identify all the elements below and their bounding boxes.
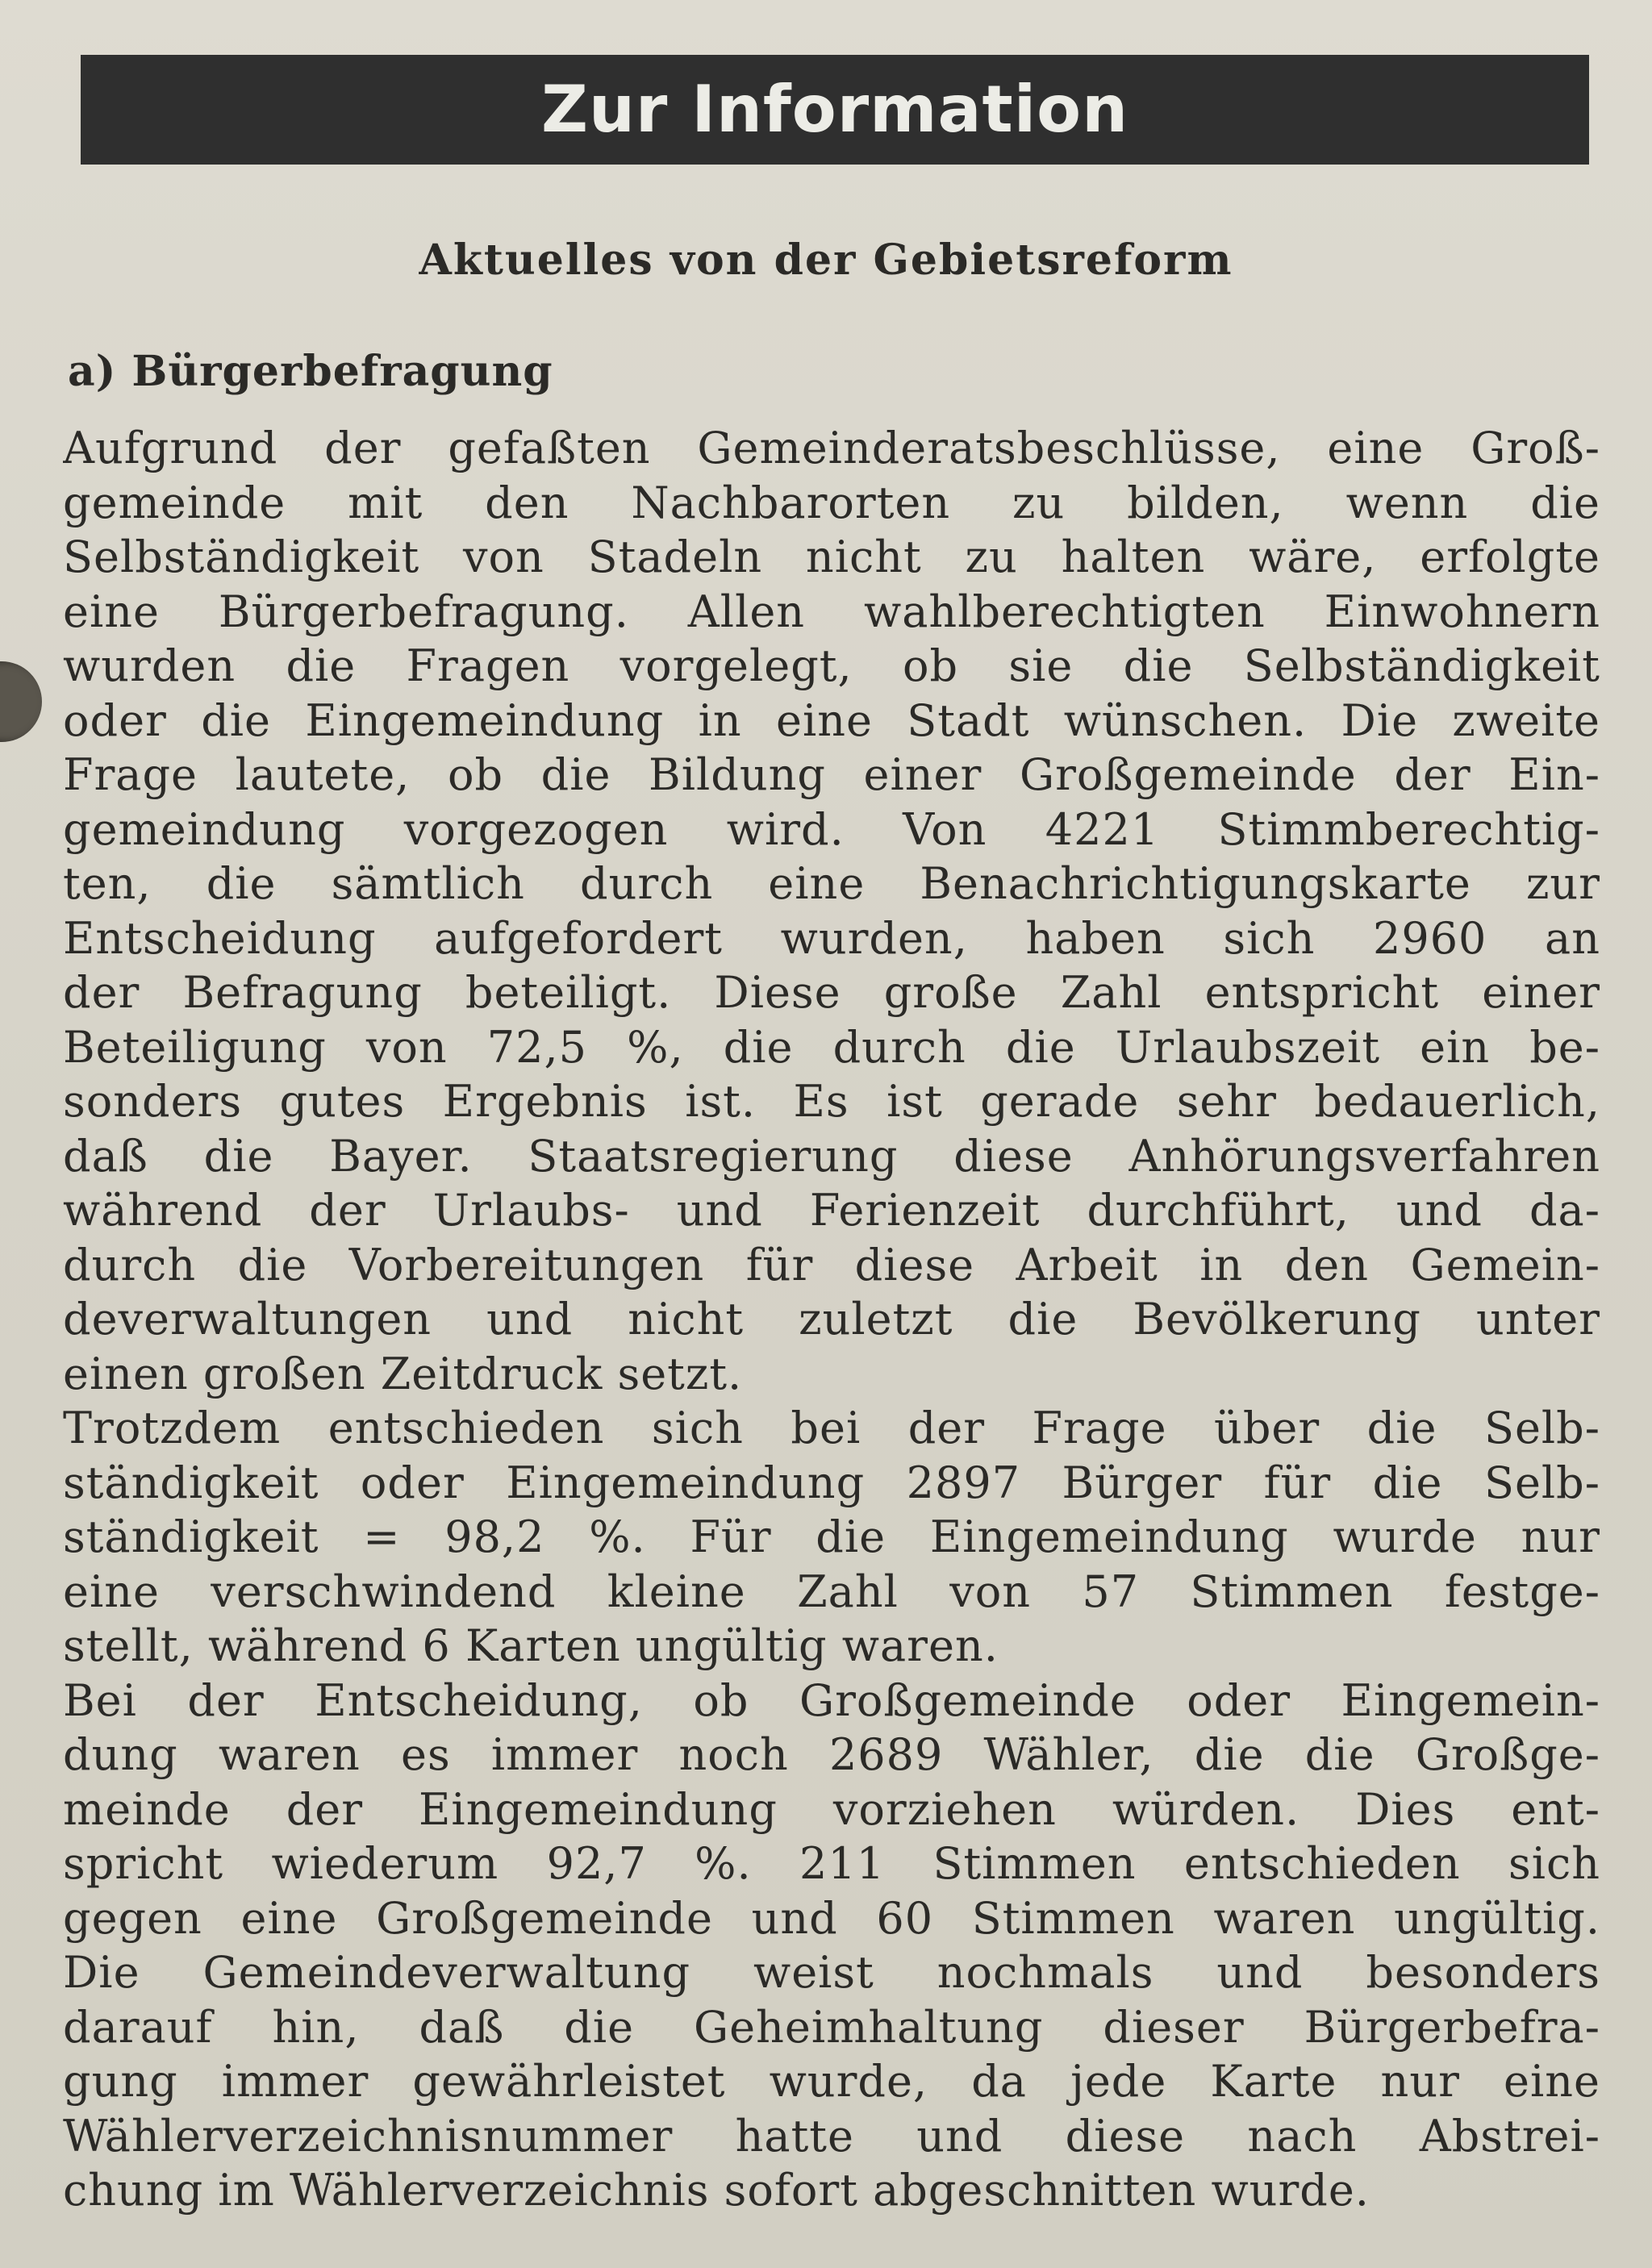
text-line: stellt, während 6 Karten ungültig waren. <box>63 1620 999 1671</box>
text-line: deverwaltungen und nicht zuletzt die Bevölkerung unter <box>63 1294 1600 1345</box>
header-banner <box>81 55 1589 165</box>
text-line: Beteiligung von 72,5 %, die durch die Urlaubszeit ein be- <box>63 1021 1600 1073</box>
text-line: sonders gutes Ergebnis ist. Es ist gerade sehr bedauerlich, <box>63 1076 1600 1127</box>
text-line: ständigkeit oder Eingemeindung 2897 Bürger für die Selb- <box>63 1457 1600 1508</box>
text-line: chung im Wählerverzeichnis sofort abgeschnitten wurde. <box>63 2165 1370 2216</box>
text-line: wurden die Fragen vorgelegt, ob sie die Selbständigkeit <box>63 640 1600 691</box>
article-title: Aktuelles von der Gebietsreform <box>419 236 1233 285</box>
text-line: ständigkeit = 98,2 %. Für die Eingemeindung wurde nur <box>63 1511 1600 1562</box>
text-line: eine verschwindend kleine Zahl von 57 Stimmen festge- <box>63 1566 1600 1617</box>
text-line: während der Urlaubs- und Ferienzeit durchführt, und da- <box>63 1185 1600 1236</box>
banner-title: Zur Information <box>540 72 1129 147</box>
text-line: dung waren es immer noch 2689 Wähler, die die Großge- <box>63 1729 1600 1780</box>
text-line: gemeindung vorgezogen wird. Von 4221 Stimmberechtig- <box>63 803 1600 855</box>
article-body <box>63 421 1600 2218</box>
text-line: darauf hin, daß die Geheimhaltung dieser Bürgerbefra- <box>63 2001 1600 2053</box>
text-line: spricht wiederum 92,7 %. 211 Stimmen entschieden sich <box>63 1838 1600 1889</box>
text-line: daß die Bayer. Staatsregierung diese Anhörungsverfahren <box>63 1130 1600 1182</box>
text-line: der Befragung beteiligt. Diese große Zahl entspricht einer <box>63 967 1600 1018</box>
text-line: Selbständigkeit von Stadeln nicht zu halten wäre, erfolgte <box>63 532 1600 582</box>
text-line: eine Bürgerbefragung. Allen wahlberechtigten Einwohnern <box>63 586 1600 637</box>
text-line: gemeinde mit den Nachbarorten zu bilden, wenn die <box>63 477 1600 528</box>
text-line: meinde der Eingemeindung vorziehen würden. Dies ent- <box>63 1783 1600 1835</box>
text-line: Trotzdem entschieden sich bei der Frage über die Selb- <box>63 1403 1600 1453</box>
section-heading: a) Bürgerbefragung <box>68 347 553 396</box>
text-line: Entscheidung aufgefordert wurden, haben sich 2960 an <box>63 912 1600 964</box>
punch-hole <box>0 661 42 742</box>
text-line: Aufgrund der gefaßten Gemeinderatsbeschlüsse, eine Groß- <box>63 423 1600 473</box>
text-line: Bei der Entscheidung, ob Großgemeinde oder Eingemein- <box>63 1674 1600 1726</box>
text-line: gegen eine Großgemeinde und 60 Stimmen waren ungültig. <box>63 1892 1600 1944</box>
text-line: Die Gemeindeverwaltung weist nochmals und besonders <box>63 1947 1600 1998</box>
text-line: Wählerverzeichnisnummer hatte und diese nach Abstrei- <box>63 2110 1600 2162</box>
text-line: Frage lautete, ob die Bildung einer Großgemeinde der Ein- <box>63 749 1600 800</box>
text-line: ten, die sämtlich durch eine Benachrichtigungskarte zur <box>63 858 1600 909</box>
text-line: gung immer gewährleistet wurde, da jede Karte nur eine <box>63 2056 1600 2107</box>
text-line: einen großen Zeitdruck setzt. <box>63 1348 743 1399</box>
text-line: oder die Eingemeindung in eine Stadt wünschen. Die zweite <box>63 694 1600 746</box>
text-line: durch die Vorbereitungen für diese Arbeit in den Gemein- <box>63 1239 1600 1290</box>
